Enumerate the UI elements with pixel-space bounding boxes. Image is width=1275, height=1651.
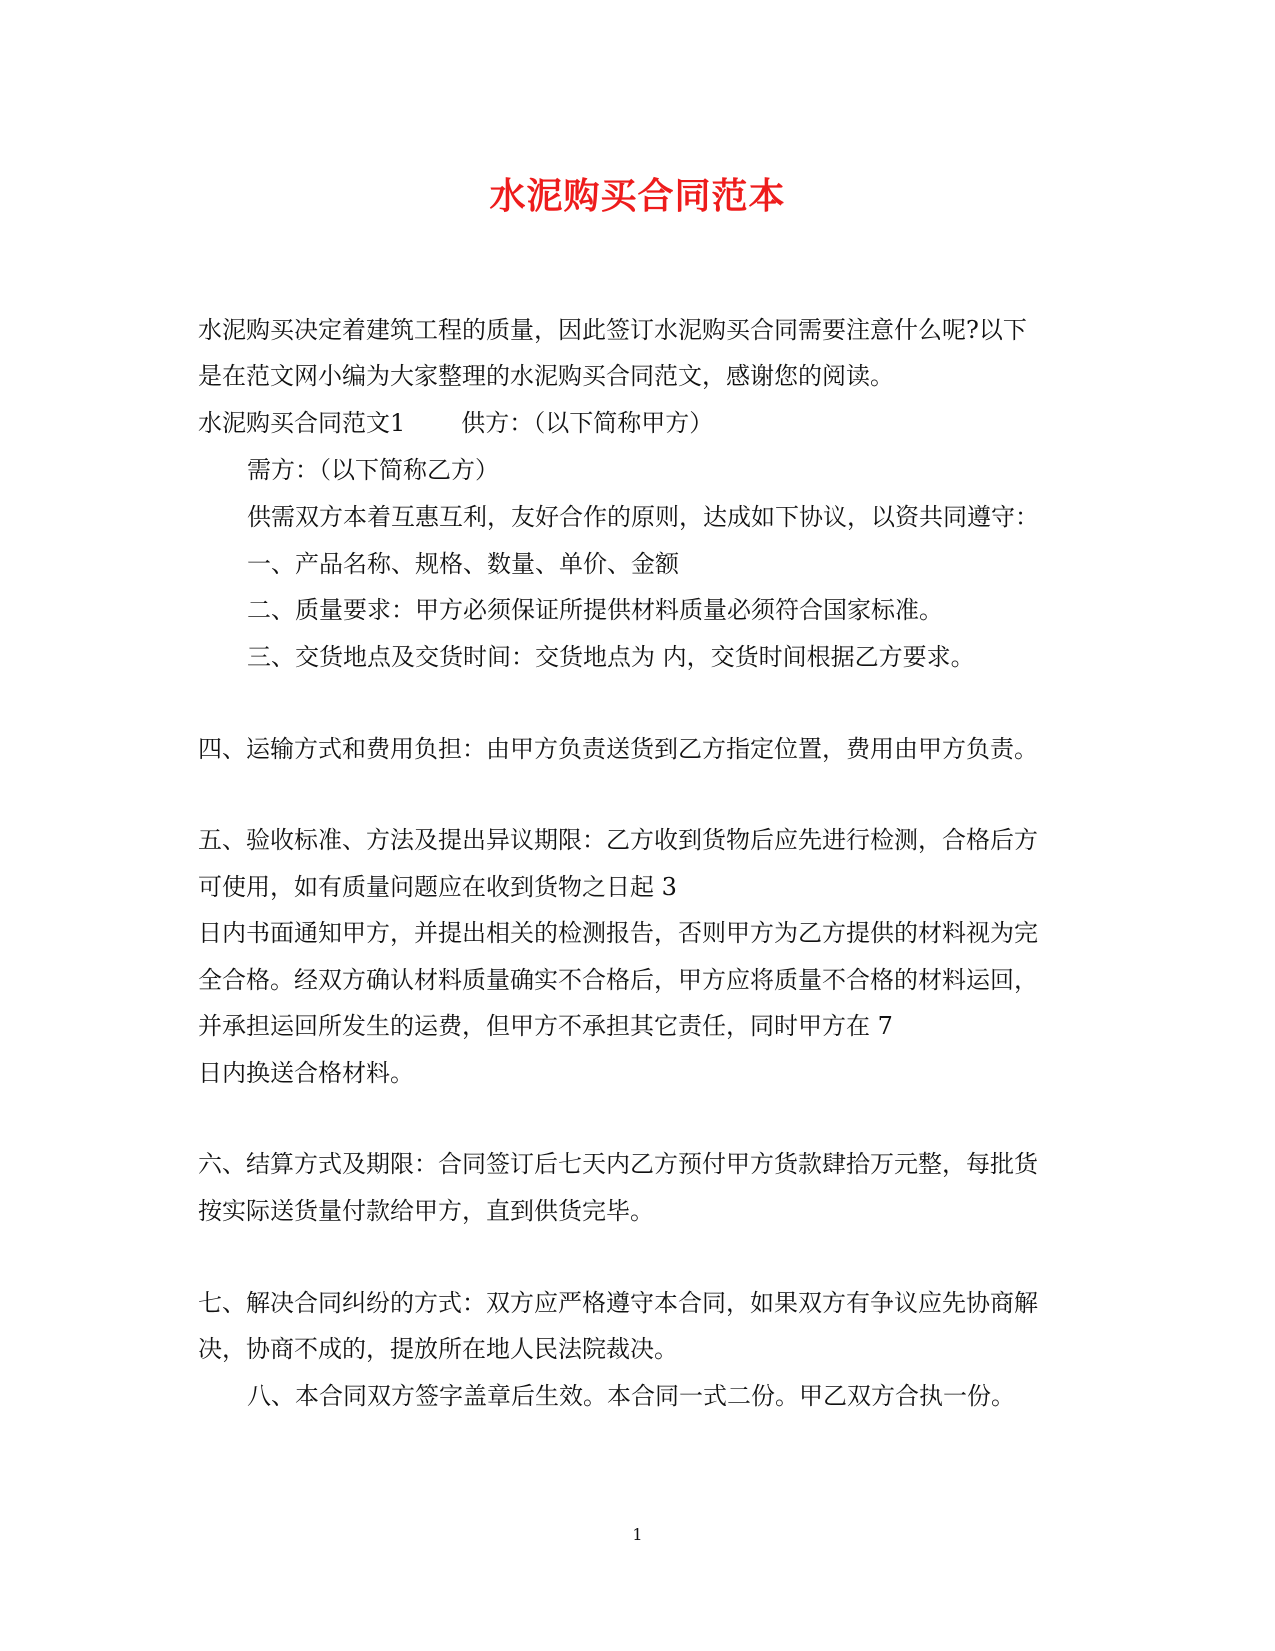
clause-7-line-1: 七、解决合同纠纷的方式：双方应严格遵守本合同，如果双方有争议应先协商解 [198, 1289, 1038, 1317]
clause-6-line-2: 按实际送货量付款给甲方，直到供货完毕。 [198, 1197, 654, 1225]
clause-3: 三、交货地点及交货时间：交货地点为 内，交货时间根据乙方要求。 [247, 643, 975, 671]
sample-label: 水泥购买合同范文1 [198, 409, 406, 437]
clause-5-line-3: 日内书面通知甲方，并提出相关的检测报告，否则甲方为乙方提供的材料视为完 [198, 919, 1038, 947]
clause-5-line-1: 五、验收标准、方法及提出异议期限：乙方收到货物后应先进行检测，合格后方 [198, 826, 1038, 854]
clause-6-line-1: 六、结算方式及期限：合同签订后七天内乙方预付甲方货款肆拾万元整，每批货 [198, 1150, 1038, 1178]
clause-2: 二、质量要求：甲方必须保证所提供材料质量必须符合国家标准。 [247, 596, 943, 624]
clause-8: 八、本合同双方签字盖章后生效。本合同一式二份。甲乙双方合执一份。 [247, 1382, 1015, 1410]
preamble: 供需双方本着互惠互利，友好合作的原则，达成如下协议，以资共同遵守： [247, 503, 1039, 531]
clause-5-line-5: 并承担运回所发生的运费，但甲方不承担其它责任，同时甲方在 7 [198, 1012, 893, 1040]
clause-5-line-2: 可使用，如有质量问题应在收到货物之日起 3 [198, 873, 677, 901]
buyer-line: 需方：（以下简称乙方） [247, 456, 499, 484]
sample-heading [198, 408, 713, 438]
document-title: 水泥购买合同范本 [489, 175, 786, 217]
page-number: 1 [632, 1525, 643, 1544]
intro-line-1: 水泥购买决定着建筑工程的质量，因此签订水泥购买合同需要注意什么呢?以下 [198, 316, 1027, 344]
clause-4: 四、运输方式和费用负担：由甲方负责送货到乙方指定位置，费用由甲方负责。 [198, 735, 1038, 763]
clause-1: 一、产品名称、规格、数量、单价、金额 [247, 550, 679, 578]
clause-7-line-2: 决，协商不成的，提放所在地人民法院裁决。 [198, 1335, 678, 1363]
intro-line-2: 是在范文网小编为大家整理的水泥购买合同范文，感谢您的阅读。 [198, 362, 894, 390]
clause-5-line-4: 全合格。经双方确认材料质量确实不合格后，甲方应将质量不合格的材料运回， [198, 966, 1038, 994]
clause-5-line-6: 日内换送合格材料。 [198, 1059, 414, 1087]
supplier-line: 供方：（以下简称甲方） [461, 409, 714, 437]
